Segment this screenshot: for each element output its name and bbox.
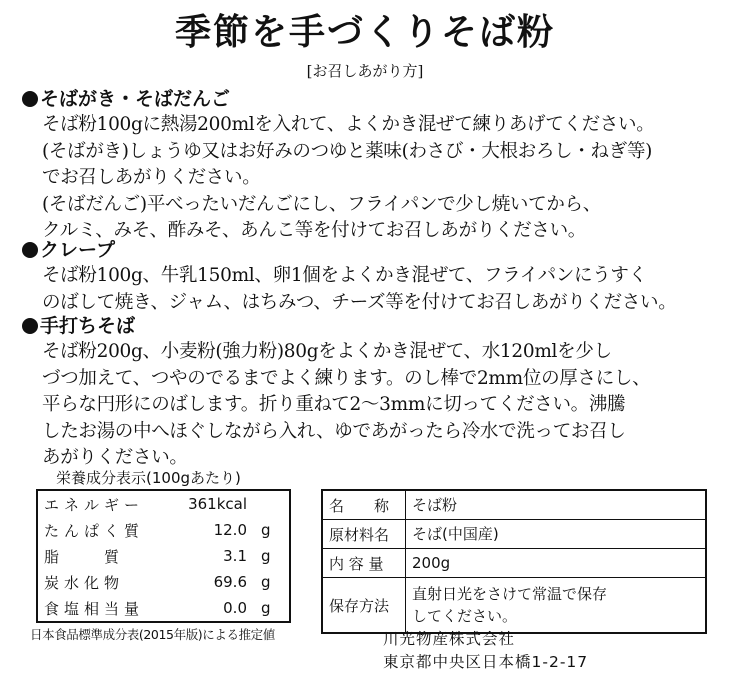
- instruction-line: (そばだんご)平べったいだんごにし、フライパンで少し焼いてから、: [42, 193, 601, 215]
- section-heading: クレープ: [40, 239, 116, 261]
- nutrient-name: たんぱく質: [44, 521, 145, 540]
- nutrient-name: エネルギー: [44, 495, 145, 514]
- nutrient-unit: g: [261, 521, 271, 539]
- section-heading: 手打ちそば: [40, 315, 136, 337]
- manufacturer-info: [383, 628, 588, 674]
- instruction-line: づつ加えて、つやのでるまでよく練ります。のし棒で2mm位の厚さにし、: [42, 367, 651, 389]
- instruction-line: そば粉200g、小麦粉(強力粉)80gをよくかき混ぜて、水120mlを少し: [42, 341, 612, 362]
- instruction-line: そば粉100gに熱湯200mlを入れて、よくかき混ぜて練りあげてください。: [42, 114, 655, 135]
- table-row: [37, 517, 290, 543]
- nutrient-unit: g: [261, 573, 271, 591]
- instruction-line: (そばがき)しょうゆ又はお好みのつゆと薬味(わさび・大根おろし・ねぎ等): [42, 140, 653, 162]
- nutrient-unit: g: [261, 599, 271, 617]
- nutrient-value: 361kcal: [188, 495, 247, 513]
- nutrient-name: 食塩相当量: [44, 599, 145, 618]
- instruction-line: でお召しあがりください。: [42, 167, 261, 188]
- product-info-table: [321, 489, 707, 634]
- product-label: 名 称: [322, 490, 406, 520]
- nutrition-table: [36, 489, 291, 623]
- company-name: 川光物産株式会社: [383, 630, 516, 648]
- nutrient-unit: [255, 490, 290, 517]
- product-value: 200g: [406, 549, 707, 578]
- nutrient-name: 炭水化物: [44, 573, 125, 592]
- product-value: そば粉: [406, 490, 707, 520]
- product-label: 原材料名: [322, 520, 406, 549]
- table-row: [37, 490, 290, 517]
- nutrition-caption: 栄養成分表示(100gあたり): [56, 469, 241, 487]
- product-label: 保存方法: [322, 578, 406, 634]
- instruction-line: そば粉100g、牛乳150ml、卵1個をよくかき混ぜて、フライパンにうすく: [42, 265, 647, 286]
- bullet-icon: [22, 318, 38, 334]
- page-title: 季節を手づくりそば粉: [174, 11, 555, 53]
- section-teuchi-soba: [22, 313, 722, 472]
- instruction-line: したお湯の中へほぐしながら入れ、ゆであがったら冷水で洗ってお召し: [42, 420, 626, 442]
- page-subtitle: [お召しあがり方]: [306, 62, 424, 80]
- nutrient-value: 12.0: [213, 521, 247, 539]
- bullet-icon: [22, 91, 38, 107]
- nutrient-name: 脂 質: [44, 547, 125, 566]
- instruction-line: 平らな円形にのばします。折り重ねて2〜3mmに切ってください。沸騰: [42, 394, 626, 415]
- instruction-line: クルミ、みそ、酢みそ、あんこ等を付けてお召しあがりください。: [42, 220, 586, 241]
- table-row: [322, 549, 706, 578]
- table-row: [322, 490, 706, 520]
- instruction-line: あがりください。: [42, 447, 188, 468]
- table-row: [37, 595, 290, 622]
- company-address: 東京都中央区日本橋1-2-17: [383, 653, 589, 671]
- section-sobagaki: [22, 86, 722, 245]
- table-row: [37, 543, 290, 569]
- section-heading: そばがき・そばだんご: [40, 88, 231, 110]
- table-row: [322, 578, 706, 634]
- nutrient-value: 3.1: [223, 547, 247, 565]
- nutrition-note: 日本食品標準成分表(2015年版)による推定値: [30, 627, 275, 642]
- bullet-icon: [22, 242, 38, 258]
- product-value: 直射日光をさけて常温で保存してください。: [406, 578, 707, 634]
- nutrient-value: 69.6: [213, 573, 247, 591]
- nutrient-value: 0.0: [223, 599, 247, 617]
- product-value: そば(中国産): [406, 520, 707, 549]
- product-label: 内 容 量: [322, 549, 406, 578]
- instruction-line: のばして焼き、ジャム、はちみつ、チーズ等を付けてお召しあがりください。: [42, 291, 677, 313]
- nutrient-unit: g: [261, 547, 271, 565]
- table-row: [322, 520, 706, 549]
- table-row: [37, 569, 290, 595]
- section-crepe: [22, 237, 722, 316]
